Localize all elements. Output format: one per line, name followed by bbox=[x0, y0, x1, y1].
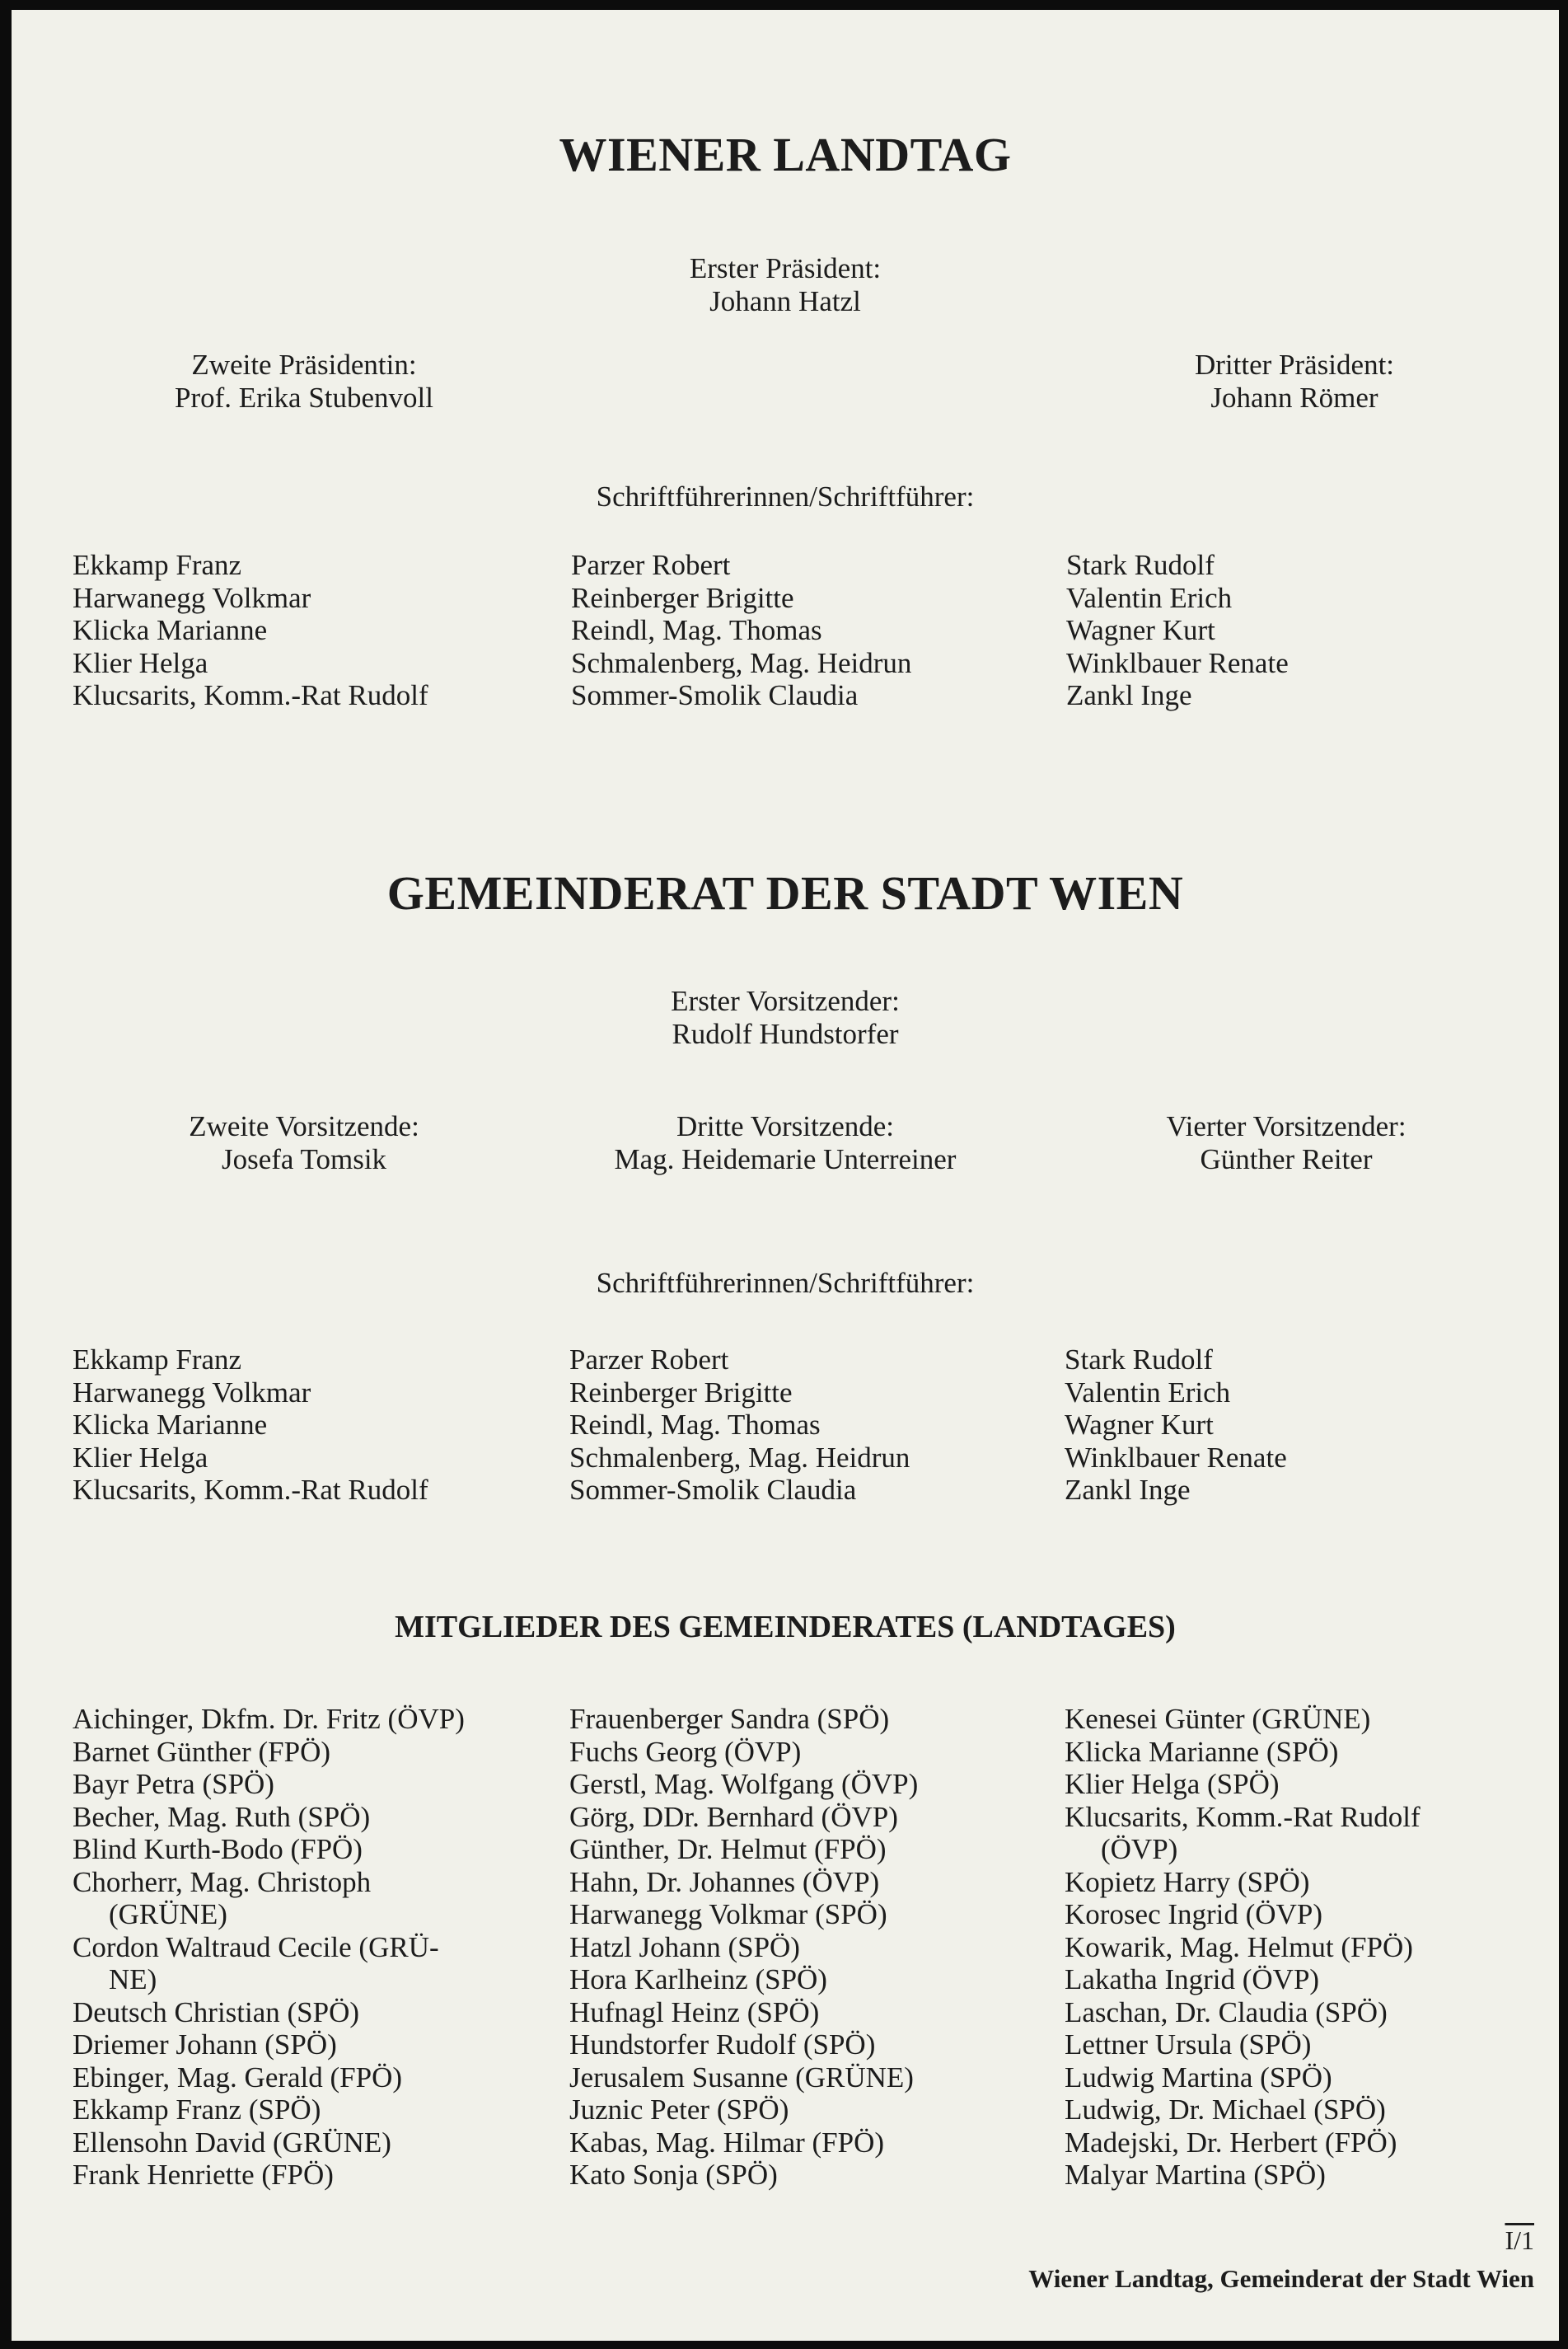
member-entry: Harwanegg Volkmar (SPÖ) bbox=[569, 1898, 887, 1930]
member-entry: Bayr Petra (SPÖ) bbox=[73, 1768, 274, 1800]
secretary-name: Valentin Erich bbox=[1065, 1376, 1231, 1409]
role-label: Erster Vorsitzender: bbox=[671, 985, 900, 1017]
members-col-1 bbox=[73, 1703, 465, 2192]
secretary-name: Ekkamp Franz bbox=[73, 549, 242, 581]
secretary-name: Stark Rudolf bbox=[1066, 549, 1215, 581]
members-heading: MITGLIEDER DES GEMEINDERATES (LANDTAGES) bbox=[395, 1610, 1176, 1644]
member-entry: Kenesei Günter (GRÜNE) bbox=[1065, 1703, 1371, 1735]
role-label: Erster Präsident: bbox=[689, 252, 882, 284]
member-entry-continuation: (GRÜNE) bbox=[109, 1898, 227, 1930]
member-entry: Jerusalem Susanne (GRÜNE) bbox=[569, 2061, 914, 2093]
secretary-name: Reinberger Brigitte bbox=[571, 581, 794, 614]
secretary-name: Winklbauer Renate bbox=[1065, 1441, 1287, 1474]
members-col-2 bbox=[569, 1703, 918, 2192]
role-label: Dritter Präsident: bbox=[1194, 349, 1395, 381]
secretary-name: Zankl Inge bbox=[1065, 1474, 1191, 1506]
member-entry: Kopietz Harry (SPÖ) bbox=[1065, 1865, 1310, 1898]
member-entry: Lettner Ursula (SPÖ) bbox=[1065, 2028, 1312, 2061]
member-entry: Hufnagl Heinz (SPÖ) bbox=[569, 1995, 820, 2028]
secretary-name: Ekkamp Franz bbox=[73, 1343, 242, 1376]
member-entry: Cordon Waltraud Cecile (GRÜ- bbox=[73, 1930, 439, 1963]
landtag-secretaries-col-3 bbox=[1066, 549, 1289, 712]
secretary-name: Valentin Erich bbox=[1066, 581, 1233, 614]
member-entry: Laschan, Dr. Claudia (SPÖ) bbox=[1065, 1995, 1388, 2028]
person-name: Mag. Heidemarie Unterreiner bbox=[614, 1143, 957, 1175]
landtag-second-president bbox=[139, 349, 469, 415]
member-entry: Klier Helga (SPÖ) bbox=[1065, 1768, 1280, 1800]
member-entry: Hatzl Johann (SPÖ) bbox=[569, 1930, 800, 1963]
secretary-name: Sommer-Smolik Claudia bbox=[571, 679, 859, 711]
page-footer: Wiener Landtag, Gemeinderat der Stadt Wien bbox=[1028, 2264, 1534, 2293]
member-entry: Fuchs Georg (ÖVP) bbox=[569, 1735, 802, 1768]
secretary-name: Stark Rudolf bbox=[1065, 1343, 1213, 1376]
gemeinderat-secretaries-heading: Schriftführerinnen/Schriftführer: bbox=[596, 1267, 975, 1299]
gemeinderat-title: GEMEINDERAT DER STADT WIEN bbox=[386, 866, 1184, 920]
secretary-name: Schmalenberg, Mag. Heidrun bbox=[571, 646, 912, 679]
secretary-name: Harwanegg Volkmar bbox=[73, 581, 311, 614]
landtag-first-president bbox=[620, 252, 950, 318]
member-entry: Korosec Ingrid (ÖVP) bbox=[1065, 1898, 1322, 1930]
person-name: Günther Reiter bbox=[1200, 1143, 1373, 1175]
member-entry: Deutsch Christian (SPÖ) bbox=[73, 1995, 360, 2028]
member-entry: Becher, Mag. Ruth (SPÖ) bbox=[73, 1800, 371, 1833]
member-entry: Görg, DDr. Bernhard (ÖVP) bbox=[569, 1800, 898, 1833]
member-entry: Blind Kurth-Bodo (FPÖ) bbox=[73, 1833, 363, 1865]
secretary-name: Winklbauer Renate bbox=[1066, 646, 1289, 679]
secretary-name: Parzer Robert bbox=[571, 549, 731, 581]
member-entry: Ekkamp Franz (SPÖ) bbox=[73, 2093, 321, 2126]
member-entry: Juznic Peter (SPÖ) bbox=[569, 2093, 789, 2126]
member-entry: Kowarik, Mag. Helmut (FPÖ) bbox=[1065, 1930, 1413, 1963]
person-name: Josefa Tomsik bbox=[221, 1143, 387, 1175]
person-name: Johann Römer bbox=[1210, 382, 1378, 414]
gemeinderat-first-chair bbox=[620, 985, 950, 1051]
landtag-secretaries-heading: Schriftführerinnen/Schriftführer: bbox=[596, 481, 975, 513]
member-entry: Hundstorfer Rudolf (SPÖ) bbox=[569, 2028, 876, 2061]
secretary-name: Reinberger Brigitte bbox=[569, 1376, 793, 1409]
member-entry-continuation: NE) bbox=[109, 1963, 157, 1995]
secretary-name: Reindl, Mag. Thomas bbox=[571, 614, 822, 646]
member-entry: Malyar Martina (SPÖ) bbox=[1065, 2159, 1326, 2191]
gemeinderat-secretaries-col-1 bbox=[73, 1343, 428, 1507]
member-entry: Lakatha Ingrid (ÖVP) bbox=[1065, 1963, 1320, 1995]
member-entry: Aichinger, Dkfm. Dr. Fritz (ÖVP) bbox=[73, 1703, 465, 1735]
page-number: I/1 bbox=[1505, 2225, 1534, 2255]
secretary-name: Harwanegg Volkmar bbox=[73, 1376, 311, 1409]
gemeinderat-second-chair bbox=[139, 1110, 469, 1176]
role-label: Zweite Vorsitzende: bbox=[189, 1110, 419, 1142]
secretary-name: Schmalenberg, Mag. Heidrun bbox=[569, 1441, 910, 1474]
document-page bbox=[12, 10, 1559, 2341]
person-name: Rudolf Hundstorfer bbox=[672, 1018, 899, 1050]
landtag-secretaries-col-1 bbox=[73, 549, 428, 712]
member-entry: Ebinger, Mag. Gerald (FPÖ) bbox=[73, 2061, 403, 2093]
secretary-name: Sommer-Smolik Claudia bbox=[569, 1474, 857, 1506]
role-label: Dritte Vorsitzende: bbox=[676, 1110, 895, 1142]
member-entry: Ellensohn David (GRÜNE) bbox=[73, 2126, 391, 2159]
role-label: Vierter Vorsitzender: bbox=[1166, 1110, 1407, 1142]
member-entry: Hora Karlheinz (SPÖ) bbox=[569, 1963, 827, 1995]
secretary-name: Klucsarits, Komm.-Rat Rudolf bbox=[73, 1474, 428, 1506]
person-name: Johann Hatzl bbox=[709, 285, 861, 317]
member-entry: Frank Henriette (FPÖ) bbox=[73, 2159, 334, 2191]
member-entry: Ludwig, Dr. Michael (SPÖ) bbox=[1065, 2093, 1386, 2126]
landtag-secretaries-col-2 bbox=[571, 549, 911, 712]
secretary-name: Zankl Inge bbox=[1066, 679, 1192, 711]
member-entry: Klucsarits, Komm.-Rat Rudolf bbox=[1065, 1800, 1421, 1833]
landtag-third-president bbox=[1130, 349, 1459, 415]
member-entry: Chorherr, Mag. Christoph bbox=[73, 1865, 372, 1898]
secretary-name: Wagner Kurt bbox=[1066, 614, 1215, 646]
member-entry: Frauenberger Sandra (SPÖ) bbox=[569, 1703, 890, 1735]
secretary-name: Reindl, Mag. Thomas bbox=[569, 1409, 821, 1441]
person-name: Prof. Erika Stubenvoll bbox=[175, 382, 433, 414]
member-entry: Madejski, Dr. Herbert (FPÖ) bbox=[1065, 2126, 1397, 2159]
gemeinderat-secretaries-col-3 bbox=[1065, 1343, 1287, 1507]
gemeinderat-third-chair bbox=[579, 1110, 991, 1176]
secretary-name: Klicka Marianne bbox=[73, 1409, 268, 1441]
member-entry: Klicka Marianne (SPÖ) bbox=[1065, 1735, 1339, 1768]
member-entry: Kabas, Mag. Hilmar (FPÖ) bbox=[569, 2126, 885, 2159]
secretary-name: Klucsarits, Komm.-Rat Rudolf bbox=[73, 679, 428, 711]
role-label: Zweite Präsidentin: bbox=[191, 349, 417, 381]
secretary-name: Wagner Kurt bbox=[1065, 1409, 1214, 1441]
member-entry-continuation: (ÖVP) bbox=[1101, 1833, 1178, 1865]
members-col-3 bbox=[1065, 1703, 1421, 2192]
secretary-name: Parzer Robert bbox=[569, 1343, 729, 1376]
member-entry: Barnet Günther (FPÖ) bbox=[73, 1735, 331, 1768]
gemeinderat-fourth-chair bbox=[1121, 1110, 1451, 1176]
gemeinderat-secretaries-col-2 bbox=[569, 1343, 910, 1507]
member-entry: Günther, Dr. Helmut (FPÖ) bbox=[569, 1833, 887, 1865]
member-entry: Ludwig Martina (SPÖ) bbox=[1065, 2061, 1332, 2093]
secretary-name: Klicka Marianne bbox=[73, 614, 268, 646]
secretary-name: Klier Helga bbox=[73, 1441, 208, 1474]
member-entry: Driemer Johann (SPÖ) bbox=[73, 2028, 337, 2061]
landtag-title: WIENER LANDTAG bbox=[559, 128, 1012, 181]
secretary-name: Klier Helga bbox=[73, 646, 208, 679]
member-entry: Kato Sonja (SPÖ) bbox=[569, 2159, 778, 2191]
member-entry: Gerstl, Mag. Wolfgang (ÖVP) bbox=[569, 1768, 919, 1800]
member-entry: Hahn, Dr. Johannes (ÖVP) bbox=[569, 1865, 880, 1898]
